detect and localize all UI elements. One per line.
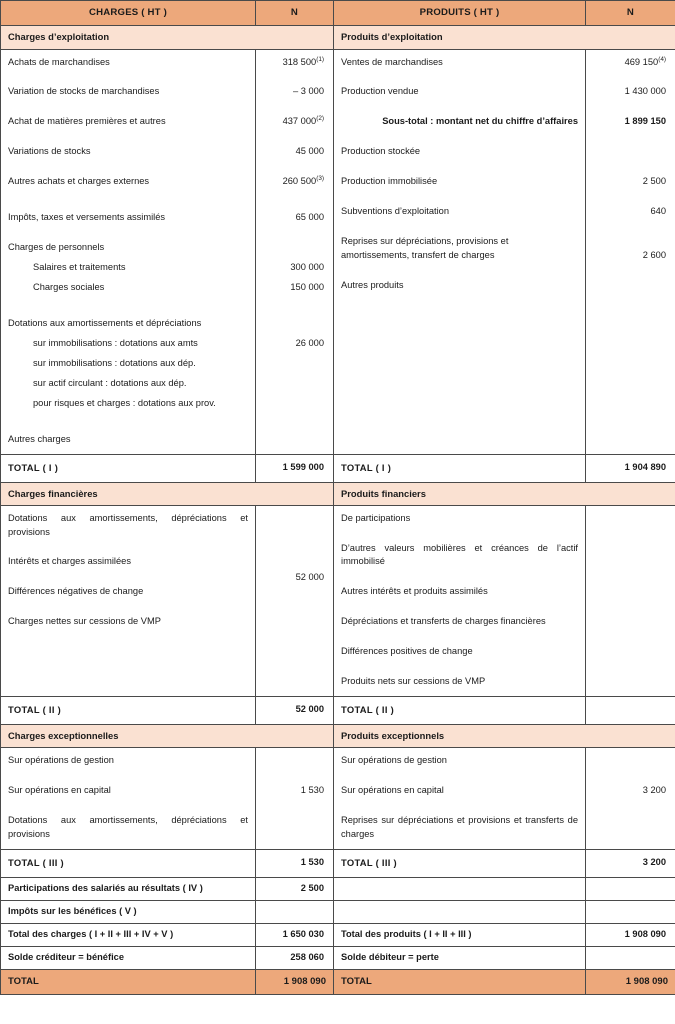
header-charges: CHARGES ( HT ) — [1, 1, 256, 26]
exploitation-charges-labels — [1, 49, 256, 454]
list-item-subtotal: Sous-total : montant net du chiffre d’affaires — [382, 116, 578, 127]
impots-value — [256, 900, 334, 923]
list-item: Charges de personnels — [8, 242, 105, 253]
total-label: TOTAL ( II ) — [341, 704, 395, 716]
list-item: Production immobilisée — [341, 176, 438, 187]
total-iii-produits-value: 3 200 — [586, 849, 675, 877]
band-produits-financiers: Produits financiers — [334, 482, 675, 505]
value-cell — [260, 241, 324, 255]
total-charges-label: Total des charges ( I + II + III + IV + V ) — [1, 923, 256, 946]
exploitation-body-row — [1, 49, 675, 454]
value-cell: 437 000$^{(2)}$ — [282, 115, 324, 127]
list-item: Salaires et traitements — [33, 262, 126, 273]
section-band-exceptionnel — [1, 725, 675, 748]
financier-charges-values — [256, 505, 334, 697]
header-charges-year: N — [256, 1, 334, 26]
total-iii-row — [1, 849, 675, 877]
list-item: Autres charges — [8, 433, 71, 444]
list-item: Différences positives de change — [341, 646, 473, 657]
financier-body-row — [1, 505, 675, 697]
footnote-marker: (4) — [658, 55, 666, 63]
total-label: TOTAL ( I ) — [341, 461, 392, 473]
list-item: Intérêts et charges assimilées — [8, 556, 131, 567]
total-i-charges-value: 1 599 000 — [256, 454, 334, 482]
total-charges-produits-row — [1, 923, 675, 946]
value-cell: 52 000 — [295, 572, 324, 583]
list-item: Sur opérations de gestion — [8, 755, 114, 766]
header-produits: PRODUITS ( HT ) — [334, 1, 586, 26]
exceptionnel-produits-values — [586, 748, 675, 850]
value-cell: 1 430 000 — [624, 86, 666, 97]
value-cell — [260, 512, 324, 526]
total-i-row — [1, 454, 675, 482]
impots-label: Impôts sur les bénéfices ( V ) — [1, 900, 256, 923]
impots-right-value — [586, 900, 675, 923]
list-item: Reprises sur dépréciations et provisions et transferts de charges — [341, 815, 578, 840]
table-header-row — [1, 1, 675, 26]
value-cell: 45 000 — [295, 146, 324, 157]
total-label: TOTAL ( I ) — [8, 461, 59, 473]
grand-total-left-value: 1 908 090 — [256, 969, 334, 994]
band-produits-exploitation: Produits d’exploitation — [334, 26, 675, 49]
value-cell: 260 500$^{(3)}$ — [282, 175, 324, 187]
grand-total-right-label: TOTAL — [334, 969, 586, 994]
list-item: pour risques et charges : dotations aux prov. — [33, 397, 216, 408]
total-produits-value: 1 908 090 — [586, 923, 675, 946]
grand-total-row — [1, 969, 675, 994]
list-item: Charges nettes sur cessions de VMP — [8, 616, 161, 627]
total-ii-row — [1, 697, 675, 725]
solde-crediteur-value: 258 060 — [256, 946, 334, 969]
value-cell: 469 150$^{(4)}$ — [624, 55, 666, 67]
participation-right-value — [586, 877, 675, 900]
header-produits-year: N — [586, 1, 675, 26]
total-iii-charges-label — [1, 849, 256, 877]
value-cell: – 3 000 — [292, 86, 324, 97]
list-item: Subventions d’exploitation — [341, 206, 450, 217]
total-label: TOTAL ( III ) — [8, 856, 64, 868]
value-cell: 3 200 — [642, 785, 666, 796]
value-cell: 318 500$^{(1)}$ — [282, 55, 324, 67]
band-produits-exceptionnels: Produits exceptionnels — [334, 725, 675, 748]
exceptionnel-produits-labels — [334, 748, 586, 850]
solde-debiteur-value — [586, 946, 675, 969]
band-charges-exceptionnelles: Charges exceptionnelles — [1, 725, 334, 748]
solde-row — [1, 946, 675, 969]
value-cell — [260, 542, 324, 556]
list-item: Production stockée — [341, 146, 421, 157]
total-produits-label: Total des produits ( I + II + III ) — [334, 923, 586, 946]
value-cell: 1 530 — [300, 785, 324, 796]
value-cell-subtotal: 1 899 150 — [624, 116, 666, 127]
exploitation-produits-values — [586, 49, 675, 454]
value-cell: 65 000 — [295, 212, 324, 223]
band-charges-exploitation: Charges d’exploitation — [1, 26, 334, 49]
list-item: Dotations aux amortissements et dépréciations — [8, 317, 202, 328]
band-charges-financieres: Charges financières — [1, 482, 334, 505]
section-band-exploitation — [1, 26, 675, 49]
list-item: De participations — [341, 512, 411, 523]
list-item: Dotations aux amortissements, dépréciations et provisions — [8, 512, 248, 537]
value-cell: 2 500 — [642, 176, 666, 187]
list-item: Autres intérêts et produits assimilés — [341, 586, 488, 597]
total-label: TOTAL ( II ) — [8, 704, 62, 716]
list-item: Achats de marchandises — [8, 56, 110, 67]
list-item: Sur opérations de gestion — [341, 755, 447, 766]
total-i-produits-label — [334, 454, 586, 482]
section-band-financier — [1, 482, 675, 505]
list-item: sur actif circulant : dotations aux dép. — [33, 377, 187, 388]
exceptionnel-charges-labels — [1, 748, 256, 850]
value-cell — [260, 317, 324, 331]
participation-row — [1, 877, 675, 900]
list-item: Autres produits — [341, 280, 404, 290]
value-cell: 150 000 — [290, 282, 324, 292]
participation-right-label — [334, 877, 586, 900]
list-item: Charges sociales — [33, 282, 105, 292]
exploitation-produits-labels — [334, 49, 586, 454]
list-item: Variations de stocks — [8, 146, 91, 157]
value-cell — [590, 145, 666, 159]
total-charges-value: 1 650 030 — [256, 923, 334, 946]
value-cell: 2 600 — [642, 250, 666, 261]
financier-charges-labels — [1, 505, 256, 697]
financier-produits-labels — [334, 505, 586, 697]
grand-total-right-value: 1 908 090 — [586, 969, 675, 994]
list-item: Dotations aux amortissements, dépréciations et provisions — [8, 815, 248, 840]
value-cell: 300 000 — [290, 262, 324, 273]
footnote-marker: (3) — [316, 175, 324, 183]
list-item: Variation de stocks de marchandises — [8, 86, 160, 97]
list-item: sur immobilisations : dotations aux dép. — [33, 357, 196, 368]
total-i-charges-label — [1, 454, 256, 482]
value-cell — [590, 754, 666, 768]
list-item: Achat de matières premières et autres — [8, 116, 166, 127]
total-ii-produits-value — [586, 697, 675, 725]
grand-total-left-label: TOTAL — [1, 969, 256, 994]
exceptionnel-body-row — [1, 748, 675, 850]
list-item: sur immobilisations : dotations aux amts — [33, 337, 198, 348]
total-iii-charges-value: 1 530 — [256, 849, 334, 877]
impots-row — [1, 900, 675, 923]
total-iii-produits-label — [334, 849, 586, 877]
list-item: D’autres valeurs mobilières et créances de l’actif immobilisé — [341, 542, 578, 567]
total-i-produits-value: 1 904 890 — [586, 454, 675, 482]
list-item: Reprises sur dépréciations, provisions et amortissements, transfert de charges — [341, 236, 509, 261]
total-ii-produits-label — [334, 697, 586, 725]
solde-debiteur-label: Solde débiteur = perte — [334, 946, 586, 969]
list-item: Impôts, taxes et versements assimilés — [8, 212, 166, 223]
list-item: Différences négatives de change — [8, 586, 144, 597]
total-label: TOTAL ( III ) — [341, 856, 397, 868]
list-item: Production vendue — [341, 86, 419, 97]
list-item: Ventes de marchandises — [341, 56, 443, 67]
list-item: Autres achats et charges externes — [8, 176, 150, 187]
list-item: Sur opérations en capital — [341, 785, 444, 796]
solde-crediteur-label: Solde créditeur = bénéfice — [1, 946, 256, 969]
participation-label: Participations des salariés au résultats ( IV ) — [1, 877, 256, 900]
value-cell: 640 — [650, 206, 666, 217]
exploitation-charges-values — [256, 49, 334, 454]
list-item: Dépréciations et transferts de charges financières — [341, 616, 546, 627]
list-item: Produits nets sur cessions de VMP — [341, 676, 486, 687]
footnote-marker: (1) — [316, 55, 324, 63]
exceptionnel-charges-values — [256, 748, 334, 850]
total-ii-charges-value: 52 000 — [256, 697, 334, 725]
total-ii-charges-label — [1, 697, 256, 725]
value-cell: 26 000 — [295, 337, 324, 348]
participation-value: 2 500 — [256, 877, 334, 900]
list-item: Sur opérations en capital — [8, 785, 111, 796]
financier-produits-values — [586, 505, 675, 697]
value-cell — [260, 754, 324, 768]
impots-right-label — [334, 900, 586, 923]
footnote-marker: (2) — [316, 115, 324, 123]
